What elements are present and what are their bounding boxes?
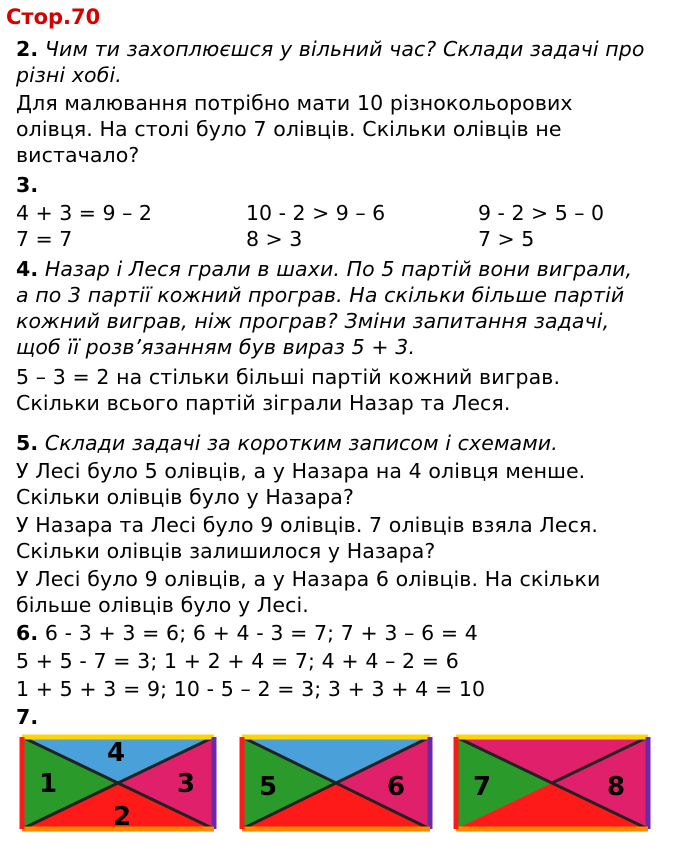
figure3-label-8: 8 bbox=[606, 772, 626, 802]
task3-row1-col3: 9 - 2 > 5 – 0 bbox=[478, 201, 605, 225]
figure2-label-5: 5 bbox=[258, 772, 278, 802]
figure1-label-4: 4 bbox=[106, 738, 126, 768]
task3-row1-col2: 10 - 2 > 9 – 6 bbox=[246, 201, 386, 225]
task6-line2: 5 + 5 - 7 = 3; 1 + 2 + 4 = 7; 4 + 4 – 2 = 6 bbox=[16, 649, 459, 673]
figure1-label-2: 2 bbox=[112, 802, 132, 832]
task3-row2-col3: 7 > 5 bbox=[478, 227, 535, 251]
task4-question-line1 bbox=[16, 256, 632, 282]
task7-figure2 bbox=[238, 733, 434, 833]
task5-question bbox=[16, 430, 558, 456]
figure3-label-7: 7 bbox=[472, 772, 492, 802]
task6-line1 bbox=[16, 620, 478, 646]
task5-line5: У Лесі було 9 олівців, а у Назара 6 олівців. На скільки bbox=[16, 567, 601, 591]
task6-line3: 1 + 5 + 3 = 9; 10 - 5 – 2 = 3; 3 + 3 + 4 = 10 bbox=[16, 677, 486, 701]
figure2-svg bbox=[238, 733, 434, 833]
task2-question-line1 bbox=[16, 36, 645, 62]
task4-question-line2: а по 3 партії кожний програв. На скільки більше партій bbox=[16, 283, 625, 307]
task2-answer-line1: Для малювання потрібно мати 10 різнокольорових bbox=[16, 91, 573, 115]
task5-line4: Скільки олівців залишилося у Назара? bbox=[16, 539, 436, 563]
task3-row2-col1: 7 = 7 bbox=[16, 227, 73, 251]
task2-question-line2: різні хобі. bbox=[16, 63, 122, 87]
task6-number: 6. bbox=[16, 621, 39, 645]
task5-line2: Скільки олівців було у Назара? bbox=[16, 485, 354, 509]
task2-answer-line2: олівця. На столі було 7 олівців. Скільки олівців не bbox=[16, 117, 562, 141]
task2-number: 2. bbox=[16, 37, 39, 61]
task4-question-text: Назар і Леся грали в шахи. По 5 партій вони виграли, bbox=[38, 257, 633, 281]
figure1-label-1: 1 bbox=[38, 769, 58, 799]
task7-figure3 bbox=[452, 733, 652, 833]
task2-answer-line3: вистачало? bbox=[16, 143, 140, 167]
figure2-label-6: 6 bbox=[386, 772, 406, 802]
task3-row1-col1: 4 + 3 = 9 – 2 bbox=[16, 201, 152, 225]
task5-number: 5. bbox=[16, 431, 39, 455]
task7-number: 7. bbox=[16, 705, 39, 729]
task5-line1: У Лесі було 5 олівців, а у Назара на 4 олівця менше. bbox=[16, 459, 586, 483]
figure1-svg bbox=[18, 733, 218, 833]
task5-line6: більше олівців було у Лесі. bbox=[16, 593, 309, 617]
task4-question-line3: кожний виграв, ніж програв? Зміни запитання задачі, bbox=[16, 309, 610, 333]
task7-figure1 bbox=[18, 733, 218, 833]
figure3-svg bbox=[452, 733, 652, 833]
task3-row2-col2: 8 > 3 bbox=[246, 227, 303, 251]
task6-line1-text: 6 - 3 + 3 = 6; 6 + 4 - 3 = 7; 7 + 3 – 6 = 4 bbox=[38, 621, 478, 645]
task4-answer-line1: 5 – 3 = 2 на стільки більші партій кожний виграв. bbox=[16, 365, 561, 389]
task5-line3: У Назара та Лесі було 9 олівців. 7 олівців взяла Леся. bbox=[16, 513, 599, 537]
figure1-label-3: 3 bbox=[176, 769, 196, 799]
task4-number: 4. bbox=[16, 257, 39, 281]
task5-question-text: Склади задачі за коротким записом і схемами. bbox=[38, 431, 558, 455]
task4-answer-line2: Скільки всього партій зіграли Назар та Леся. bbox=[16, 391, 511, 415]
task4-question-line4: щоб її розв’язанням був вираз 5 + 3. bbox=[16, 335, 416, 359]
task3-number: 3. bbox=[16, 173, 39, 197]
page-title: Стор.70 bbox=[6, 5, 101, 29]
task2-question-text: Чим ти захоплюєшся у вільний час? Склади задачі про bbox=[38, 37, 645, 61]
